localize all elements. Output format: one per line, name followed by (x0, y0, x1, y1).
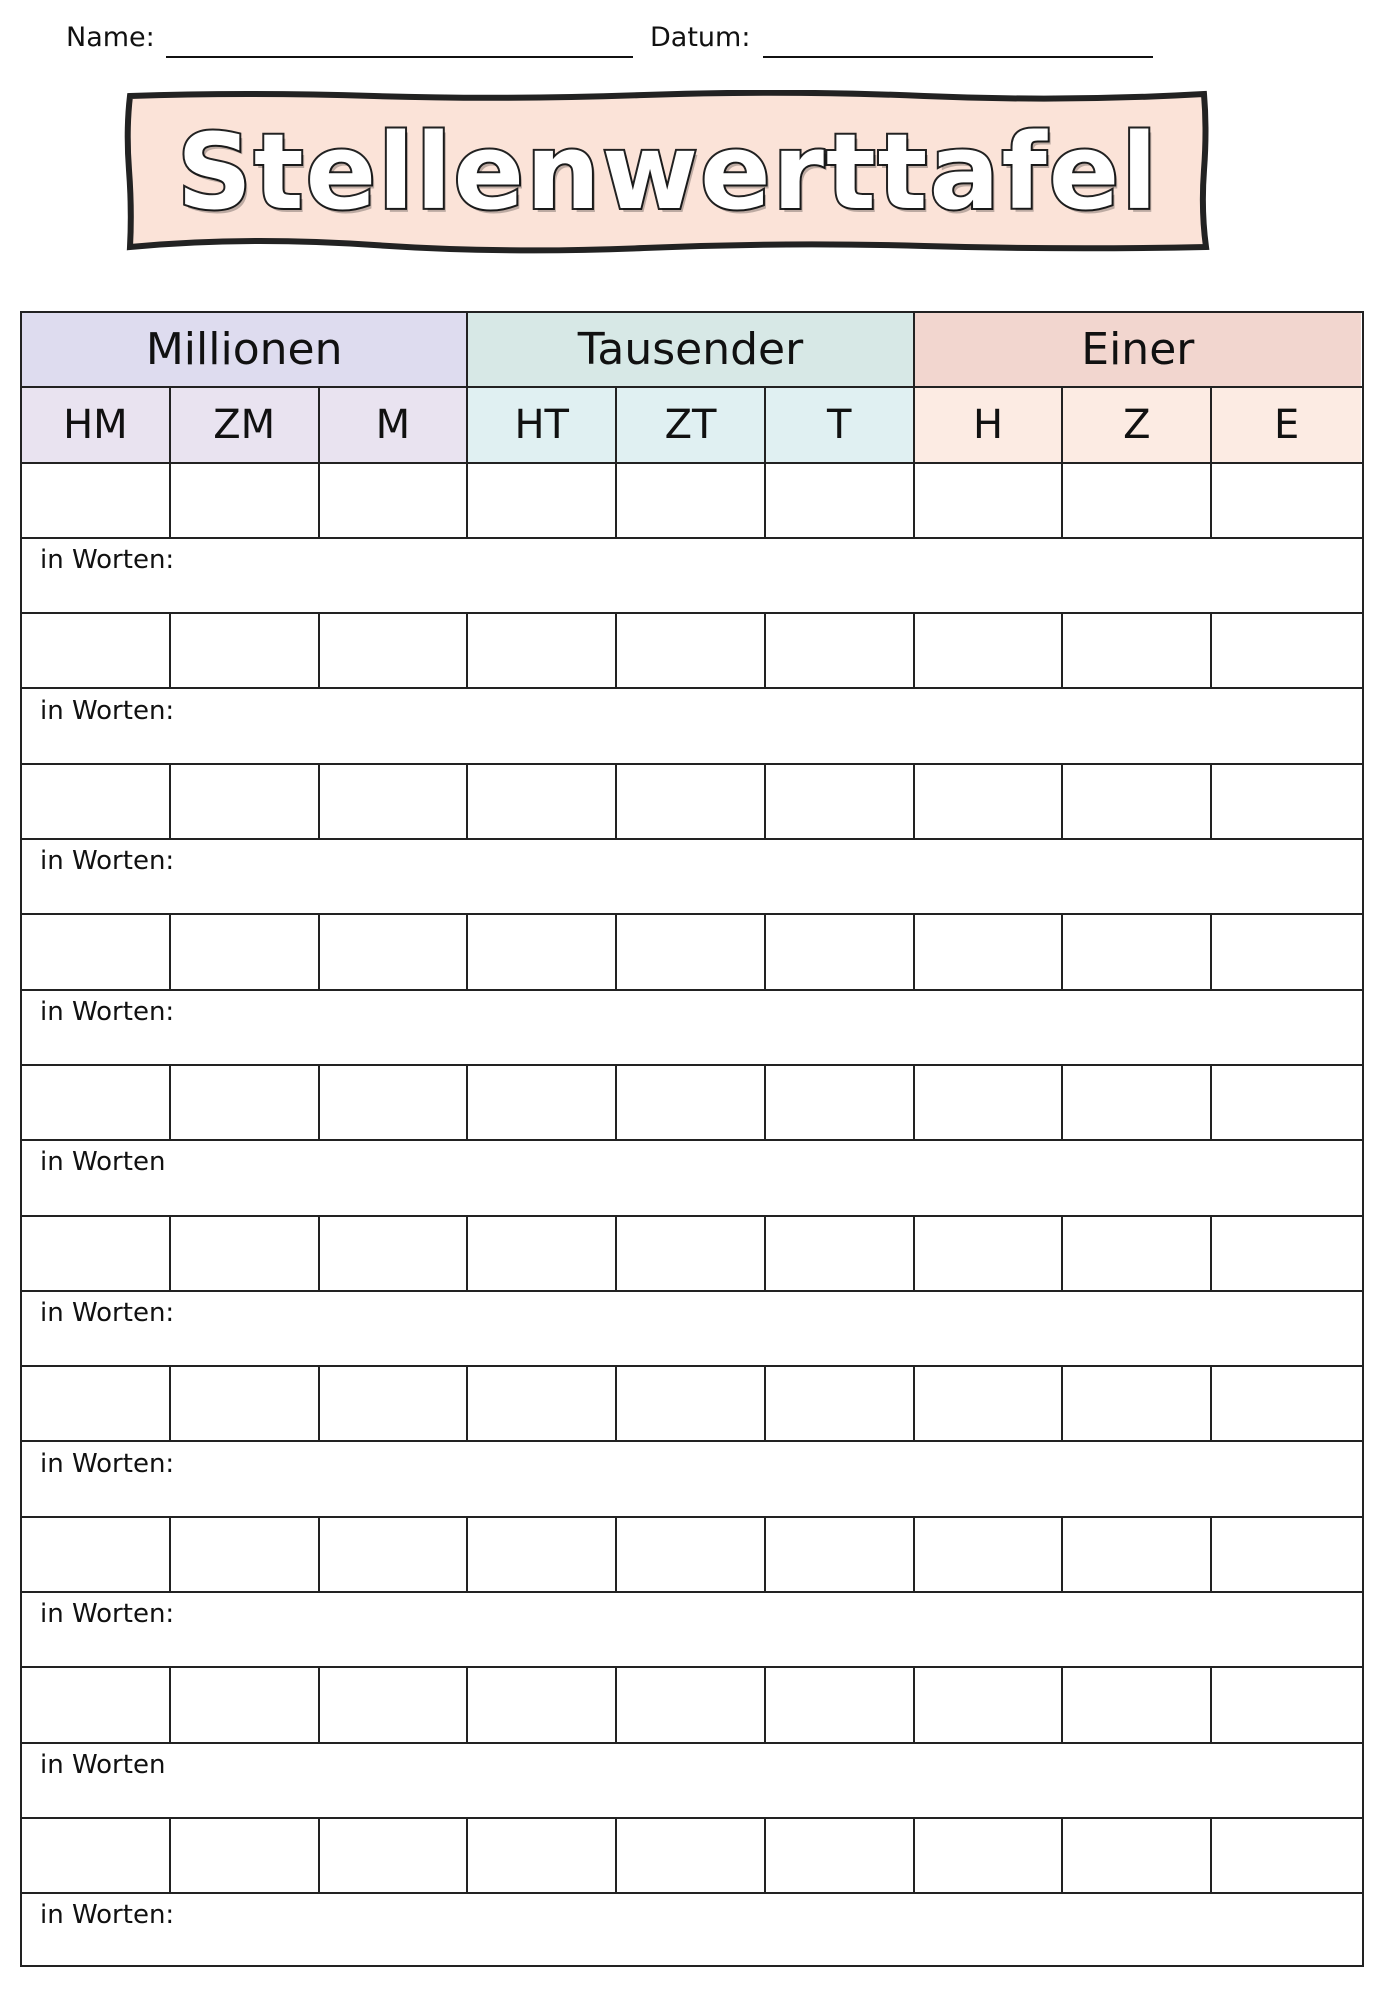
digit-cell-h[interactable] (915, 464, 1064, 537)
digit-cell-h[interactable] (915, 1217, 1064, 1290)
digit-row (22, 1367, 1362, 1442)
digit-cell-zm[interactable] (171, 1367, 320, 1440)
digit-cell-z[interactable] (1063, 1668, 1212, 1741)
digit-row (22, 614, 1362, 689)
digit-cell-zm[interactable] (171, 464, 320, 537)
place-header-h: H (915, 388, 1064, 461)
digit-cell-zm[interactable] (171, 915, 320, 988)
group-header-tausender: Tausender (468, 313, 914, 386)
title-banner (124, 90, 1212, 255)
digit-cell-ht[interactable] (468, 1217, 617, 1290)
digit-cell-zm[interactable] (171, 1217, 320, 1290)
digit-row (22, 464, 1362, 539)
place-value-table (20, 311, 1364, 1967)
digit-cell-hm[interactable] (22, 915, 171, 988)
digit-cell-z[interactable] (1063, 1367, 1212, 1440)
digit-cell-hm[interactable] (22, 1066, 171, 1139)
place-header-z: Z (1063, 388, 1212, 461)
digit-cell-e[interactable] (1212, 1668, 1361, 1741)
digit-cell-h[interactable] (915, 1066, 1064, 1139)
digit-cell-zt[interactable] (617, 1367, 766, 1440)
digit-cell-z[interactable] (1063, 1066, 1212, 1139)
words-row[interactable] (22, 539, 1362, 614)
digit-cell-m[interactable] (320, 1668, 469, 1741)
digit-cell-ht[interactable] (468, 765, 617, 838)
words-label: in Worten: (40, 544, 175, 575)
words-row[interactable] (22, 1744, 1362, 1819)
digit-cell-zt[interactable] (617, 915, 766, 988)
digit-cell-t[interactable] (766, 1217, 915, 1290)
words-label: in Worten: (40, 1297, 175, 1328)
group-header-row (22, 313, 1362, 388)
digit-cell-zt[interactable] (617, 1066, 766, 1139)
digit-cell-h[interactable] (915, 1518, 1064, 1591)
digit-row (22, 1066, 1362, 1141)
digit-cell-hm[interactable] (22, 614, 171, 687)
page-title: Stellenwerttafel (177, 111, 1159, 233)
digit-cell-ht[interactable] (468, 915, 617, 988)
header-line (66, 22, 1166, 62)
digit-cell-e[interactable] (1212, 464, 1361, 537)
place-header-hm: HM (22, 388, 171, 461)
digit-cell-zm[interactable] (171, 1066, 320, 1139)
digit-cell-h[interactable] (915, 1668, 1064, 1741)
digit-cell-t[interactable] (766, 1367, 915, 1440)
words-label: in Worten: (40, 996, 175, 1027)
digit-cell-e[interactable] (1212, 1367, 1361, 1440)
place-header-zt: ZT (617, 388, 766, 461)
digit-cell-e[interactable] (1212, 614, 1361, 687)
words-row[interactable] (22, 1292, 1362, 1367)
digit-cell-zt[interactable] (617, 1819, 766, 1892)
digit-cell-m[interactable] (320, 915, 469, 988)
name-field[interactable] (166, 56, 633, 58)
group-header-millionen: Millionen (22, 313, 468, 386)
words-row[interactable] (22, 840, 1362, 915)
digit-cell-z[interactable] (1063, 1518, 1212, 1591)
digit-cell-zm[interactable] (171, 765, 320, 838)
digit-cell-m[interactable] (320, 614, 469, 687)
words-row[interactable] (22, 1593, 1362, 1668)
words-label: in Worten: (40, 695, 175, 726)
digit-cell-m[interactable] (320, 1066, 469, 1139)
digit-cell-hm[interactable] (22, 1819, 171, 1892)
digit-cell-t[interactable] (766, 1518, 915, 1591)
place-header-m: M (320, 388, 469, 461)
digit-cell-z[interactable] (1063, 1819, 1212, 1892)
digit-cell-e[interactable] (1212, 1518, 1361, 1591)
digit-cell-e[interactable] (1212, 1819, 1361, 1892)
digit-cell-t[interactable] (766, 614, 915, 687)
digit-row (22, 1668, 1362, 1743)
digit-cell-zt[interactable] (617, 765, 766, 838)
digit-cell-m[interactable] (320, 464, 469, 537)
digit-cell-ht[interactable] (468, 1819, 617, 1892)
digit-cell-hm[interactable] (22, 1518, 171, 1591)
digit-cell-t[interactable] (766, 1668, 915, 1741)
digit-cell-zt[interactable] (617, 1518, 766, 1591)
digit-cell-e[interactable] (1212, 1217, 1361, 1290)
words-row[interactable] (22, 1141, 1362, 1216)
date-field[interactable] (763, 56, 1153, 58)
digit-cell-ht[interactable] (468, 1668, 617, 1741)
digit-cell-zt[interactable] (617, 614, 766, 687)
place-header-zm: ZM (171, 388, 320, 461)
words-row[interactable] (22, 1894, 1362, 1969)
digit-cell-hm[interactable] (22, 1367, 171, 1440)
digit-cell-ht[interactable] (468, 464, 617, 537)
digit-cell-ht[interactable] (468, 1518, 617, 1591)
words-label: in Worten: (40, 846, 175, 877)
place-header-row (22, 388, 1362, 463)
digit-cell-hm[interactable] (22, 464, 171, 537)
digit-cell-hm[interactable] (22, 765, 171, 838)
digit-cell-z[interactable] (1063, 1217, 1212, 1290)
digit-cell-e[interactable] (1212, 1066, 1361, 1139)
digit-cell-t[interactable] (766, 1819, 915, 1892)
words-row[interactable] (22, 690, 1362, 765)
digit-cell-t[interactable] (766, 915, 915, 988)
group-header-einer: Einer (915, 313, 1361, 386)
digit-cell-zt[interactable] (617, 1217, 766, 1290)
digit-cell-ht[interactable] (468, 614, 617, 687)
digit-cell-hm[interactable] (22, 1668, 171, 1741)
digit-cell-e[interactable] (1212, 765, 1361, 838)
digit-cell-e[interactable] (1212, 915, 1361, 988)
digit-row (22, 1819, 1362, 1894)
digit-cell-zm[interactable] (171, 1819, 320, 1892)
digit-cell-zt[interactable] (617, 1668, 766, 1741)
words-label: in Worten: (40, 1599, 175, 1630)
digit-row (22, 1217, 1362, 1292)
digit-cell-t[interactable] (766, 765, 915, 838)
name-label: Name: (66, 22, 155, 53)
digit-cell-zm[interactable] (171, 1518, 320, 1591)
digit-cell-h[interactable] (915, 1819, 1064, 1892)
digit-cell-t[interactable] (766, 1066, 915, 1139)
digit-cell-z[interactable] (1063, 464, 1212, 537)
place-header-e: E (1212, 388, 1361, 461)
digit-cell-h[interactable] (915, 915, 1064, 988)
words-label: in Worten: (40, 1448, 175, 1479)
digit-cell-z[interactable] (1063, 915, 1212, 988)
words-label: in Worten: (40, 1900, 175, 1931)
digit-row (22, 765, 1362, 840)
digit-cell-ht[interactable] (468, 1367, 617, 1440)
digit-cell-z[interactable] (1063, 765, 1212, 838)
digit-cell-zm[interactable] (171, 1668, 320, 1741)
digit-cell-zt[interactable] (617, 464, 766, 537)
words-row[interactable] (22, 1443, 1362, 1518)
digit-cell-m[interactable] (320, 1819, 469, 1892)
digit-cell-h[interactable] (915, 765, 1064, 838)
place-header-t: T (766, 388, 915, 461)
digit-row (22, 915, 1362, 990)
digit-cell-t[interactable] (766, 464, 915, 537)
words-label: in Worten (40, 1749, 166, 1780)
words-label: in Worten (40, 1147, 166, 1178)
words-row[interactable] (22, 991, 1362, 1066)
digit-cell-m[interactable] (320, 1518, 469, 1591)
digit-row (22, 1518, 1362, 1593)
digit-cell-h[interactable] (915, 1367, 1064, 1440)
digit-cell-ht[interactable] (468, 1066, 617, 1139)
date-label: Datum: (650, 22, 751, 53)
digit-cell-h[interactable] (915, 614, 1064, 687)
place-header-ht: HT (468, 388, 617, 461)
digit-cell-zm[interactable] (171, 614, 320, 687)
digit-cell-hm[interactable] (22, 1217, 171, 1290)
digit-cell-m[interactable] (320, 1367, 469, 1440)
digit-cell-m[interactable] (320, 1217, 469, 1290)
digit-cell-z[interactable] (1063, 614, 1212, 687)
digit-cell-m[interactable] (320, 765, 469, 838)
